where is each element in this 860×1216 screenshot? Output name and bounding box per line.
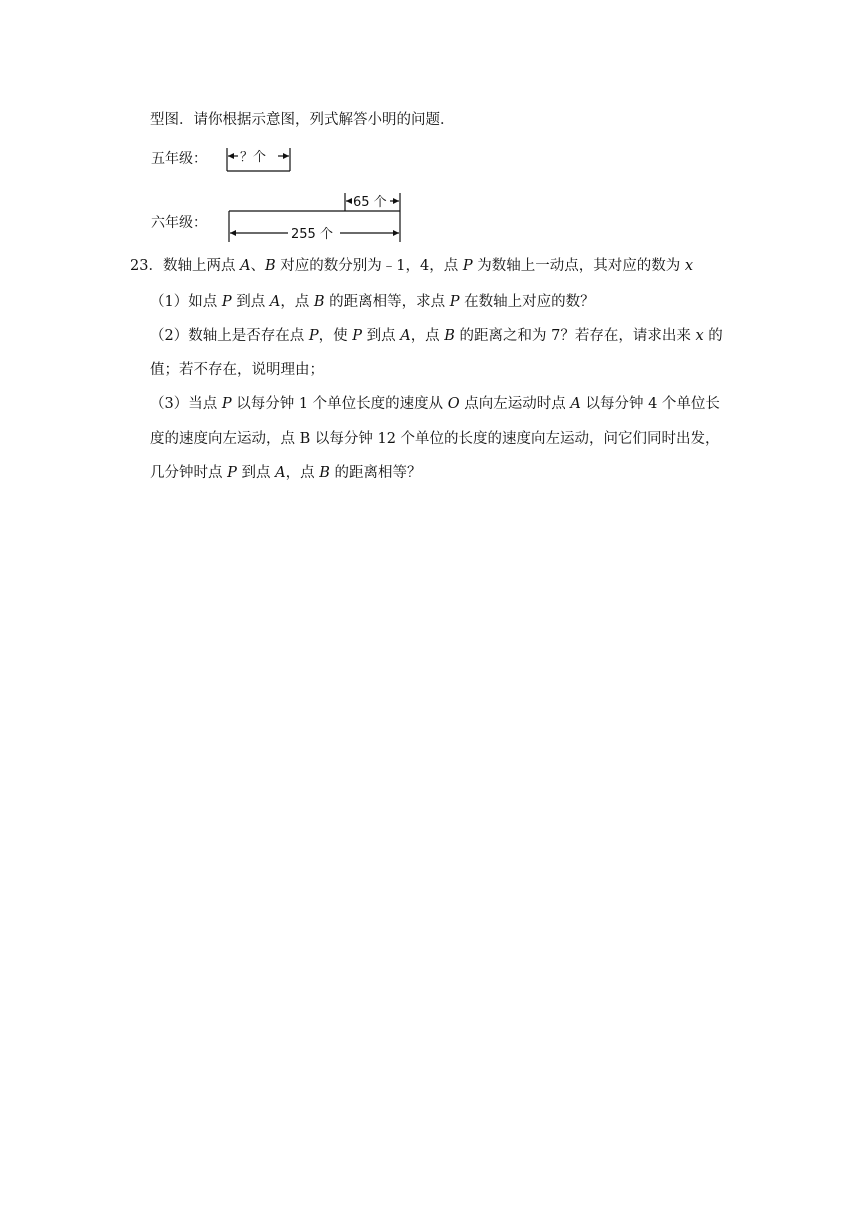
grade6-label: 六年级： bbox=[151, 215, 207, 231]
intro-text: 型图．请你根据示意图，列式解答小明的问题． bbox=[150, 112, 455, 128]
grade6-diff-label: 65 个 bbox=[353, 195, 387, 210]
q23-stem: 23．数轴上两点 A、B 对应的数分别为﹣1，4，点 P 为数轴上一动点，其对应的数为 x bbox=[130, 258, 694, 274]
q23-part1: （1）如点 P 到点 A，点 B 的距离相等，求点 P 在数轴上对应的数？ bbox=[150, 294, 595, 310]
q23-number: 23． bbox=[130, 258, 163, 274]
q23-part2-line2: 值；若不存在，说明理由； bbox=[150, 362, 324, 378]
grade5-bar-diagram bbox=[224, 144, 296, 174]
grade6-total-label: 255 个 bbox=[291, 227, 333, 242]
grade5-bar-label: ？个 bbox=[240, 150, 267, 165]
grade6-bar-diagram bbox=[224, 190, 406, 244]
q23-part2-line1: （2）数轴上是否存在点 P，使 P 到点 A，点 B 的距离之和为 7？若存在，请求出来 x 的 bbox=[150, 328, 723, 344]
q23-part3-line3: 几分钟时点 P 到点 A，点 B 的距离相等？ bbox=[150, 465, 422, 481]
grade5-label: 五年级： bbox=[151, 151, 207, 167]
q23-part3-line1: （3）当点 P 以每分钟 1 个单位长度的速度从 O 点向左运动时点 A 以每分钟 4 个单位长 bbox=[150, 396, 720, 412]
q23-part3-line2: 度的速度向左运动，点 B 以每分钟 12 个单位的长度的速度向左运动，问它们同时出发， bbox=[150, 431, 720, 447]
